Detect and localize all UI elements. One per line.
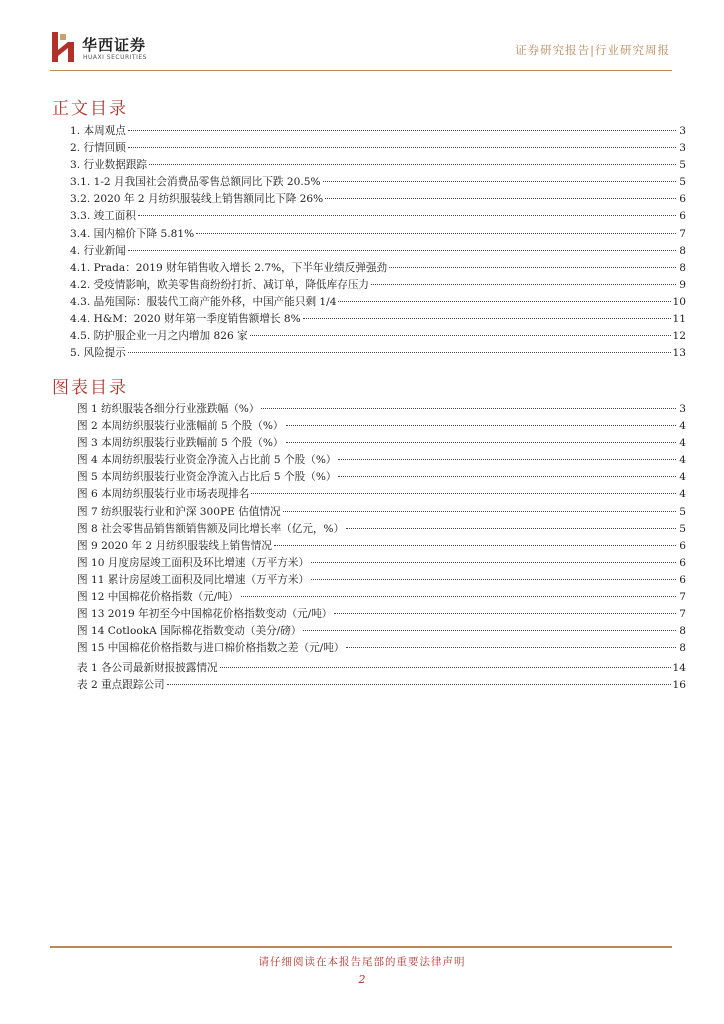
- entry-label[interactable]: 图 4 本周纺织服装行业资金净流入占比前 5 个股（%）: [77, 454, 337, 467]
- entry-label[interactable]: 图 2 本周纺织服装行业涨幅前 5 个股（%）: [77, 420, 284, 433]
- entry-page-number: 8: [679, 642, 686, 655]
- dot-leader: [323, 181, 676, 182]
- figure-entry[interactable]: [77, 623, 686, 640]
- dot-leader: [283, 511, 676, 512]
- entry-label[interactable]: 表 1 各公司最新财报披露情况: [77, 662, 218, 674]
- toc-entry[interactable]: [70, 191, 686, 208]
- entry-label[interactable]: 3.4. 国内棉价下降 5.81%: [70, 227, 195, 240]
- entry-page-number: 4: [679, 437, 686, 450]
- entry-page-number: 12: [672, 330, 686, 343]
- toc-entry[interactable]: [70, 260, 686, 277]
- header-divider: [50, 70, 672, 71]
- entry-page-number: 8: [679, 625, 686, 638]
- dot-leader: [128, 352, 671, 353]
- dot-leader: [128, 130, 676, 131]
- figures-list: [77, 401, 686, 657]
- entry-page-number: 7: [679, 608, 686, 621]
- entry-label[interactable]: 3.2. 2020 年 2 月纺织服装线上销售额同比下降 26%: [70, 193, 324, 206]
- dot-leader: [311, 579, 676, 580]
- toc-entry[interactable]: [70, 208, 686, 225]
- figure-entry[interactable]: [77, 486, 686, 503]
- figure-entry[interactable]: [77, 555, 686, 572]
- entry-label[interactable]: 图 10 月度房屋竣工面积及环比增速（万平方米）: [77, 556, 310, 569]
- dot-leader: [311, 562, 676, 563]
- entry-label[interactable]: 3.1. 1-2 月我国社会消费品零售总额同比下跌 20.5%: [70, 176, 321, 189]
- brand-name-en: HUAXI SECURITIES: [83, 54, 147, 61]
- dot-leader: [346, 528, 676, 529]
- toc-entry[interactable]: [70, 174, 686, 191]
- figure-entry[interactable]: [77, 504, 686, 521]
- entry-label[interactable]: 4.2. 受疫情影响，欧美零售商纷纷打折、减订单，降低库存压力: [70, 278, 370, 291]
- table-entry[interactable]: [77, 660, 686, 677]
- dot-leader: [303, 318, 671, 319]
- entry-label[interactable]: 3.3. 竣工面积: [70, 210, 136, 223]
- tables-list: [77, 660, 686, 694]
- dot-leader: [250, 335, 671, 336]
- dot-leader: [346, 647, 676, 648]
- entry-page-number: 4: [679, 420, 686, 433]
- entry-page-number: 13: [672, 347, 686, 360]
- entry-page-number: 8: [679, 261, 686, 274]
- dot-leader: [261, 408, 676, 409]
- entry-page-number: 11: [672, 313, 686, 326]
- entry-label[interactable]: 4.4. H&M：2020 财年第一季度销售额增长 8%: [70, 313, 301, 326]
- entry-label[interactable]: 图 11 累计房屋竣工面积及同比增速（万平方米）: [77, 573, 310, 586]
- entry-label[interactable]: 图 7 纺织服装行业和沪深 300PE 估值情况: [77, 505, 281, 518]
- dot-leader: [128, 147, 676, 148]
- entry-page-number: 3: [679, 142, 686, 155]
- entry-page-number: 6: [679, 193, 686, 206]
- toc-entry[interactable]: [70, 311, 686, 328]
- page-number: 2: [358, 973, 366, 986]
- entry-label[interactable]: 图 6 本周纺织服装行业市场表现排名: [77, 488, 250, 501]
- entry-page-number: 9: [679, 278, 686, 291]
- toc-entry[interactable]: [70, 157, 686, 174]
- entry-page-number: 5: [679, 176, 686, 189]
- entry-label[interactable]: 图 5 本周纺织服装行业资金净流入占比后 5 个股（%）: [77, 471, 337, 484]
- entry-label[interactable]: 图 8 社会零售品销售额销售额及同比增长率（亿元，%）: [77, 522, 345, 535]
- entry-page-number: 5: [679, 159, 686, 172]
- page-header: [50, 28, 672, 72]
- entry-label[interactable]: 图 15 中国棉花价格指数与进口棉价格指数之差（元/吨）: [77, 642, 345, 655]
- entry-label[interactable]: 5. 风险提示: [70, 347, 126, 360]
- dot-leader: [220, 667, 671, 668]
- entry-label[interactable]: 图 14 CotlookA 国际棉花指数变动（美分/磅）: [77, 625, 302, 638]
- entry-page-number: 3: [679, 125, 686, 137]
- figure-entry[interactable]: [77, 469, 686, 486]
- entry-page-number: 4: [679, 471, 686, 484]
- entry-page-number: 6: [679, 210, 686, 223]
- entry-page-number: 4: [679, 454, 686, 467]
- entry-label[interactable]: 1. 本周观点: [70, 125, 126, 137]
- entry-page-number: 10: [672, 295, 686, 308]
- table-entry[interactable]: [77, 677, 686, 694]
- dot-leader: [286, 425, 676, 426]
- huaxi-logo-icon: [50, 32, 76, 62]
- entry-label[interactable]: 4.1. Prada：2019 财年销售收入增长 2.7%，下半年业绩反弹强劲: [70, 261, 388, 274]
- figure-entry[interactable]: [77, 435, 686, 452]
- dot-leader: [149, 164, 676, 165]
- toc-list: [70, 123, 686, 362]
- dot-leader: [303, 630, 676, 631]
- entry-page-number: 6: [679, 539, 686, 552]
- dot-leader: [338, 301, 670, 302]
- toc-entry[interactable]: [70, 345, 686, 362]
- dot-leader: [325, 198, 676, 199]
- toc-title: 正文目录: [52, 99, 128, 119]
- entry-label[interactable]: 图 12 中国棉花价格指数（元/吨）: [77, 591, 239, 604]
- entry-label[interactable]: 图 13 2019 年初至今中国棉花价格指数变动（元/吨）: [77, 608, 333, 621]
- entry-page-number: 4: [679, 488, 686, 501]
- entry-page-number: 5: [679, 522, 686, 535]
- figure-entry[interactable]: [77, 606, 686, 623]
- legal-disclaimer: 请仔细阅读在本报告尾部的重要法律声明: [258, 956, 466, 968]
- footer-divider: [50, 946, 672, 948]
- report-type: 证券研究报告|行业研究周报: [515, 43, 670, 57]
- figure-entry[interactable]: [77, 589, 686, 606]
- figure-entry[interactable]: [77, 418, 686, 435]
- brand-name-cn: 华西证券: [82, 36, 147, 54]
- toc-entry[interactable]: [70, 243, 686, 260]
- dot-leader: [286, 442, 676, 443]
- toc-entry[interactable]: [70, 123, 686, 140]
- entry-page-number: 16: [672, 679, 686, 692]
- entry-label[interactable]: 图 1 纺织服装各细分行业涨跌幅（%）: [77, 403, 260, 415]
- toc-entry[interactable]: [70, 277, 686, 294]
- figures-toc-title: 图表目录: [52, 378, 128, 398]
- toc-entry[interactable]: [70, 294, 686, 311]
- figure-entry[interactable]: [77, 640, 686, 657]
- entry-label[interactable]: 4.3. 晶苑国际：服装代工商产能外移，中国产能只剩 1/4: [70, 295, 337, 308]
- figure-entry[interactable]: [77, 572, 686, 589]
- dot-leader: [128, 250, 676, 251]
- dot-leader: [389, 267, 676, 268]
- dot-leader: [371, 284, 676, 285]
- entry-page-number: 6: [679, 573, 686, 586]
- dot-leader: [334, 613, 676, 614]
- dot-leader: [338, 476, 676, 477]
- dot-leader: [138, 215, 676, 216]
- dot-leader: [274, 545, 676, 546]
- toc-entry[interactable]: [70, 328, 686, 345]
- toc-entry[interactable]: [70, 140, 686, 157]
- dot-leader: [196, 233, 676, 234]
- figure-entry[interactable]: [77, 452, 686, 469]
- entry-page-number: 7: [679, 227, 686, 240]
- entry-page-number: 6: [679, 556, 686, 569]
- figure-entry[interactable]: [77, 538, 686, 555]
- entry-label[interactable]: 表 2 重点跟踪公司: [77, 679, 165, 692]
- entry-label[interactable]: 2. 行情回顾: [70, 142, 126, 155]
- dot-leader: [251, 493, 676, 494]
- entry-label[interactable]: 4.5. 防护服企业一月之内增加 826 家: [70, 330, 248, 343]
- entry-page-number: 5: [679, 505, 686, 518]
- dot-leader: [338, 459, 676, 460]
- toc-entry[interactable]: [70, 226, 686, 243]
- entry-page-number: 7: [679, 591, 686, 604]
- dot-leader: [241, 596, 676, 597]
- entry-label[interactable]: 4. 行业新闻: [70, 244, 126, 257]
- entry-page-number: 14: [672, 662, 686, 674]
- entry-label[interactable]: 图 9 2020 年 2 月纺织服装线上销售情况: [77, 539, 272, 552]
- entry-page-number: 8: [679, 244, 686, 257]
- entry-label[interactable]: 图 3 本周纺织服装行业跌幅前 5 个股（%）: [77, 437, 284, 450]
- entry-label[interactable]: 3. 行业数据跟踪: [70, 159, 148, 172]
- entry-page-number: 3: [679, 403, 686, 415]
- figure-entry[interactable]: [77, 521, 686, 538]
- figure-entry[interactable]: [77, 401, 686, 418]
- dot-leader: [167, 684, 671, 685]
